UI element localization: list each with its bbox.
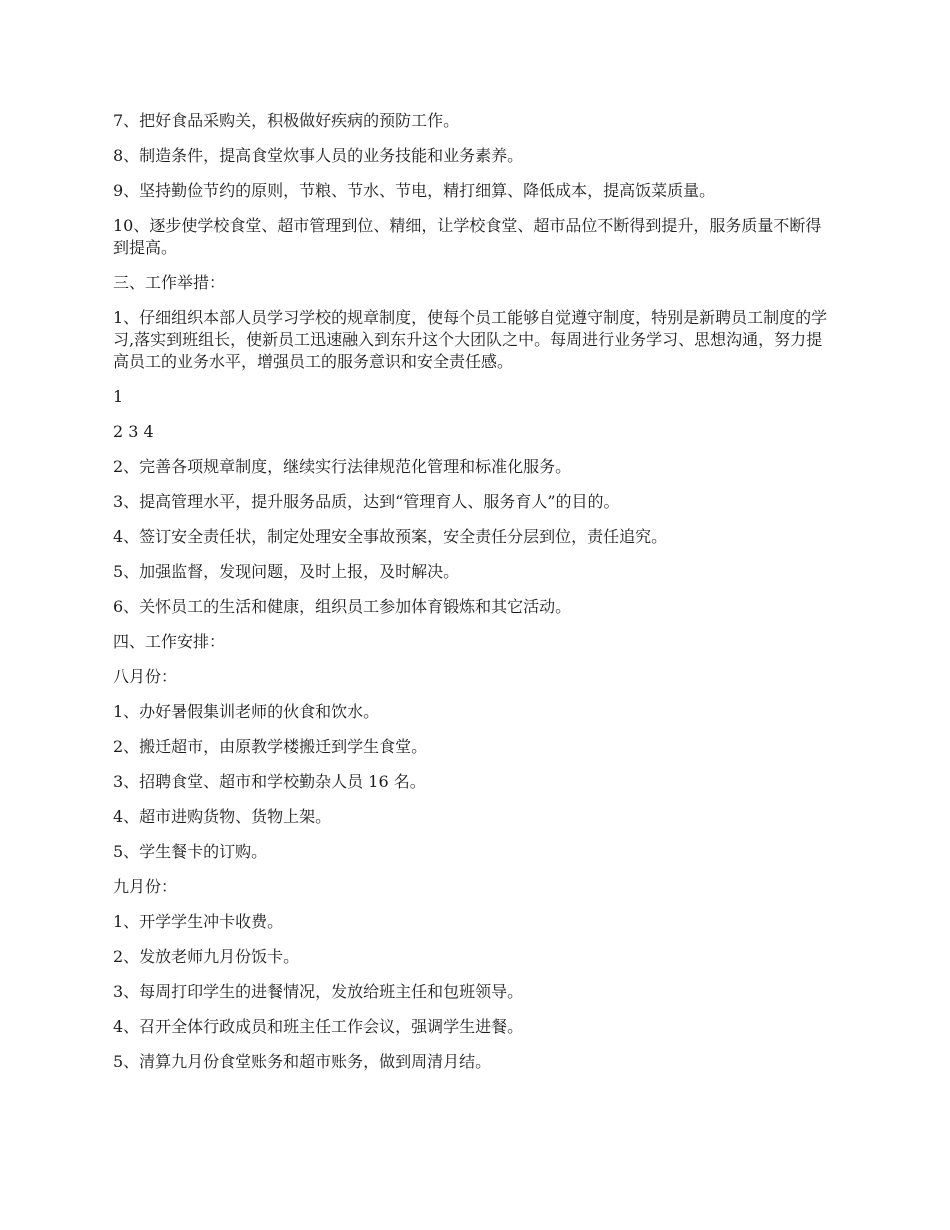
september-item-1: 1、开学学生冲卡收费。 — [113, 912, 284, 931]
item-10-management-quality: 10、逐步使学校食堂、超市管理到位、精细，让学校食堂、超市品位不断得到提升，服务质量不断得到提高。 — [113, 216, 822, 257]
august-item-1: 1、办好暑假集训老师的伙食和饮水。 — [113, 702, 380, 721]
august-item-2: 2、搬迁超市，由原教学楼搬迁到学生食堂。 — [113, 737, 428, 756]
section-heading-measures: 三、工作举措： — [113, 273, 226, 292]
document-body — [113, 110, 833, 1086]
measure-4-safety-responsibility: 4、签订安全责任状，制定处理安全事故预案，安全责任分层到位，责任追究。 — [113, 527, 668, 546]
september-item-3: 3、每周打印学生的进餐情况，发放给班主任和包班领导。 — [113, 982, 524, 1001]
september-item-2: 2、发放老师九月份饭卡。 — [113, 947, 300, 966]
september-item-5: 5、清算九月份食堂账务和超市账务，做到周清月结。 — [113, 1052, 492, 1071]
section-heading-schedule: 四、工作安排： — [113, 632, 226, 651]
august-item-3: 3、招聘食堂、超市和学校勤杂人员 16 名。 — [113, 772, 426, 791]
item-7-food-procurement: 7、把好食品采购关，积极做好疾病的预防工作。 — [113, 111, 460, 130]
item-8-staff-skills: 8、制造条件，提高食堂炊事人员的业务技能和业务素养。 — [113, 146, 524, 165]
measure-3-management-level: 3、提高管理水平，提升服务品质，达到“管理育人、服务育人”的目的。 — [113, 492, 620, 511]
measure-2-regulations: 2、完善各项规章制度，继续实行法律规范化管理和标准化服务。 — [113, 457, 572, 476]
month-heading-august: 八月份： — [113, 667, 178, 686]
page-number-234: 2 3 4 — [113, 422, 154, 441]
measure-6-staff-care: 6、关怀员工的生活和健康，组织员工参加体育锻炼和其它活动。 — [113, 597, 572, 616]
august-item-5: 5、学生餐卡的订购。 — [113, 842, 268, 861]
page-number-1: 1 — [113, 387, 124, 406]
month-heading-september: 九月份： — [113, 877, 178, 896]
august-item-4: 4、超市进购货物、货物上架。 — [113, 807, 332, 826]
measure-1-study-rules: 1、仔细组织本部人员学习学校的规章制度，使每个员工能够自觉遵守制度，特别是新聘员工制度的学习,落实到班组长，使新员工迅速融入到东升这个大团队之中。每周进行业务学习、思想沟通，努力提高员工的业务水平，增强员工的服务意识和安全责任感。 — [113, 308, 828, 371]
item-9-thrift-principle: 9、坚持勤俭节约的原则，节粮、节水、节电，精打细算、降低成本，提高饭菜质量。 — [113, 181, 716, 200]
measure-5-supervision: 5、加强监督，发现问题，及时上报，及时解决。 — [113, 562, 460, 581]
september-item-4: 4、召开全体行政成员和班主任工作会议，强调学生进餐。 — [113, 1017, 524, 1036]
